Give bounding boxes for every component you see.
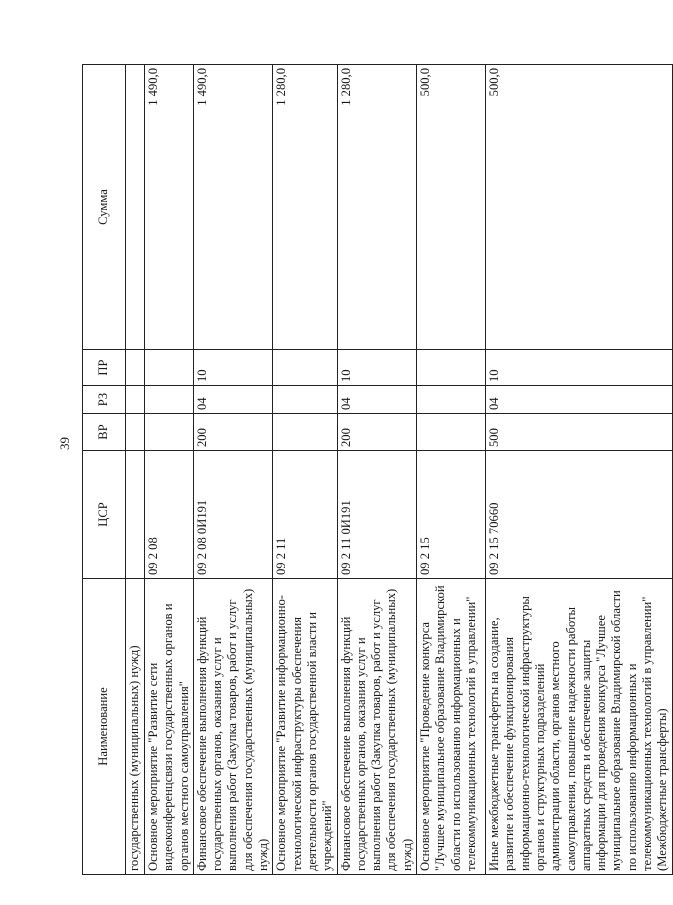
table-header-row bbox=[83, 65, 126, 875]
cell-vr: 200 bbox=[337, 414, 416, 451]
cell-pr: 10 bbox=[193, 350, 272, 386]
table-row bbox=[126, 65, 145, 875]
cell-rz: 04 bbox=[486, 386, 673, 414]
table-row bbox=[145, 65, 194, 875]
cell-rz bbox=[145, 386, 194, 414]
cell-csr: 09 2 11 0И191 bbox=[337, 451, 416, 579]
cell-name: Иные межбюджетные трансферты на создание, развитие и обеспечение функционирования информационно-технологической инфраструктуры органов и структурных подразделений администрации области, органов местного самоуправления, повышение надежности работы аппаратных средств и обеспечение защиты информации для проведения конкурса "Лучшее муниципальное образование Владимирской области по использованию информационных и телекоммуникационных технологий в управлении" (Межбюджетные трансферты) bbox=[486, 579, 673, 875]
cell-sum: 500,0 bbox=[417, 65, 486, 350]
cell-rz: 04 bbox=[193, 386, 272, 414]
cell-pr bbox=[273, 350, 337, 386]
cell-name: государственных (муниципальных) нужд) bbox=[126, 579, 145, 875]
header-name: Наименование bbox=[83, 579, 126, 875]
cell-sum: 1 490,0 bbox=[193, 65, 272, 350]
cell-pr bbox=[126, 350, 145, 386]
table-row bbox=[337, 65, 416, 875]
cell-vr bbox=[273, 414, 337, 451]
rotated-table-container bbox=[82, 65, 670, 875]
cell-sum: 1 280,0 bbox=[273, 65, 337, 350]
header-vr: ВР bbox=[83, 414, 126, 451]
cell-sum bbox=[126, 65, 145, 350]
cell-csr: 09 2 08 bbox=[145, 451, 194, 579]
cell-name: Основное мероприятие "Развитие сети видеоконференцсвязи государственных органов и органов местного самоуправления" bbox=[145, 579, 194, 875]
cell-pr bbox=[417, 350, 486, 386]
cell-pr: 10 bbox=[337, 350, 416, 386]
cell-csr: 09 2 08 0И191 bbox=[193, 451, 272, 579]
cell-name: Основное мероприятие "Проведение конкурса "Лучшее муниципальное образование Владимирской области по использованию информационных и телекоммуникационных технологий в управлении" bbox=[417, 579, 486, 875]
cell-csr: 09 2 15 bbox=[417, 451, 486, 579]
cell-csr: 09 2 15 70660 bbox=[486, 451, 673, 579]
header-pr: ПР bbox=[83, 350, 126, 386]
cell-pr bbox=[145, 350, 194, 386]
cell-sum: 1 280,0 bbox=[337, 65, 416, 350]
header-csr: ЦСР bbox=[83, 451, 126, 579]
cell-rz: 04 bbox=[337, 386, 416, 414]
cell-vr: 200 bbox=[193, 414, 272, 451]
header-sum: Сумма bbox=[83, 65, 126, 350]
cell-name: Финансовое обеспечение выполнения функций государственных органов, оказания услуг и выполнения работ (Закупка товаров, работ и услуг для обеспечения государственных (муниципальных) нужд) bbox=[337, 579, 416, 875]
table-row bbox=[486, 65, 673, 875]
table-row bbox=[193, 65, 272, 875]
header-rz: РЗ bbox=[83, 386, 126, 414]
cell-name: Финансовое обеспечение выполнения функций государственных органов, оказания услуг и выполнения работ (Закупка товаров, работ и услуг для обеспечения государственных (муниципальных) нужд) bbox=[193, 579, 272, 875]
cell-pr: 10 bbox=[486, 350, 673, 386]
cell-rz bbox=[273, 386, 337, 414]
cell-vr bbox=[145, 414, 194, 451]
cell-csr bbox=[126, 451, 145, 579]
table-row bbox=[273, 65, 337, 875]
cell-name: Основное мероприятие "Развитие информационно-технологической инфраструктуры обеспечения деятельности органов государственной власти и учреждений" bbox=[273, 579, 337, 875]
page-number: 39 bbox=[57, 437, 72, 450]
budget-table bbox=[82, 64, 673, 875]
cell-rz bbox=[126, 386, 145, 414]
cell-vr: 500 bbox=[486, 414, 673, 451]
cell-vr bbox=[126, 414, 145, 451]
cell-csr: 09 2 11 bbox=[273, 451, 337, 579]
cell-rz bbox=[417, 386, 486, 414]
cell-sum: 500,0 bbox=[486, 65, 673, 350]
table-row bbox=[417, 65, 486, 875]
cell-sum: 1 490,0 bbox=[145, 65, 194, 350]
cell-vr bbox=[417, 414, 486, 451]
